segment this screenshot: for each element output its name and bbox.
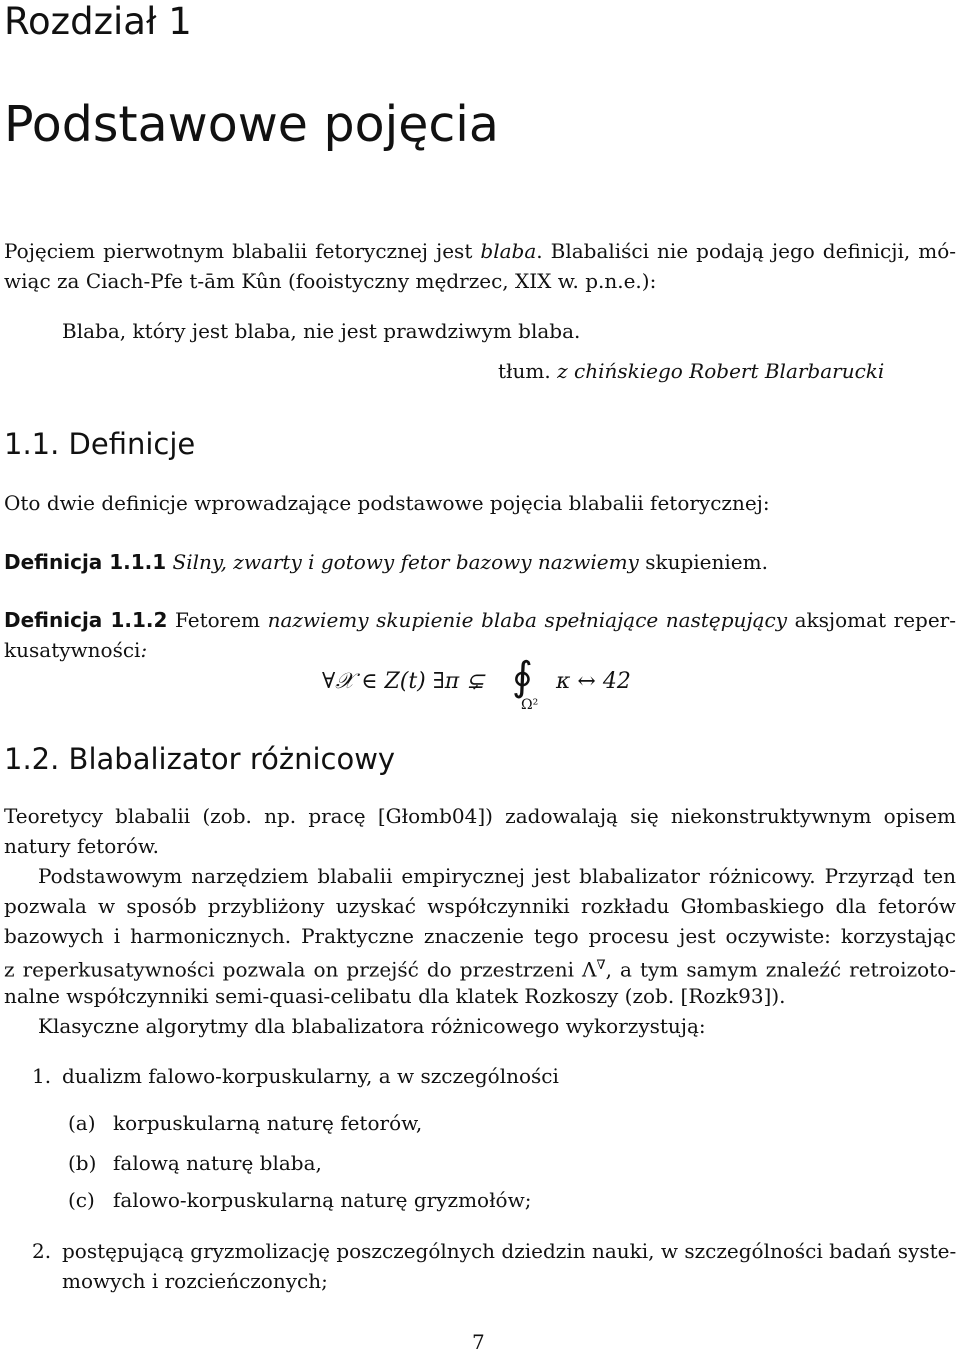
chapter-title: Podstawowe pojęcia: [4, 96, 499, 153]
para2-line-5: nalne współczynniki semi-quasi-celibatu dla klatek Rozkoszy (zob. [Rozk93]).: [4, 984, 786, 1008]
para2-line-4: z reperkusatywności pozwala on przejść do przestrzeni Λ∇, a tym samym znaleźć retroizoto-: [4, 957, 956, 982]
list-sub-c-marker: (c): [68, 1188, 95, 1212]
para1-line-1: Teoretycy blabalii (zob. np. pracę [Głomb04]) zadowalają się niekonstruktywnym opisem: [4, 804, 956, 828]
definition-2-label: Definicja 1.1.2: [4, 608, 168, 632]
list-item-2-line-2: mowych i rozcieńczonych;: [62, 1269, 328, 1293]
list-item-2-line-1: postępującą gryzmolizację poszczególnych dziedzin nauki, w szczególności badań syste-: [62, 1239, 957, 1263]
list-item-2-marker: 2.: [32, 1239, 52, 1263]
intro-line-2: wiąc za Ciach-Pfe t-ām Kûn (fooistyczny mędrzec, XIX w. p.n.e.):: [4, 269, 657, 293]
list-sub-a-marker: (a): [68, 1111, 96, 1135]
section-heading-definitions: 1.1. Definicje: [4, 427, 196, 461]
intro-line-1: Pojęciem pierwotnym blabalii fetorycznej jest blaba. Blabaliści nie podają jego definicji, mó-: [4, 239, 957, 263]
definition-2-line-2: kusatywności:: [4, 638, 148, 662]
para1-line-2: natury fetorów.: [4, 834, 159, 858]
list-item-1-text: dualizm falowo-korpuskularny, a w szczególności: [62, 1064, 559, 1088]
section-heading-blabalizator: 1.2. Blabalizator różnicowy: [4, 742, 396, 776]
page-number: 7: [472, 1330, 485, 1354]
list-item-1-marker: 1.: [32, 1064, 52, 1088]
list-sub-b-text: falową naturę blaba,: [113, 1151, 322, 1175]
list-sub-a-text: korpuskularną naturę fetorów,: [113, 1111, 423, 1135]
quote-text: Blaba, który jest blaba, nie jest prawdziwym blaba.: [62, 319, 581, 343]
integral-subscript: Ω²: [521, 697, 539, 713]
list-sub-c-text: falowo-korpuskularną naturę gryzmołów;: [113, 1188, 532, 1212]
quote-attribution: tłum. z chińskiego Robert Blarbarucki: [498, 359, 885, 383]
para2-line-3: bazowych i harmonicznych. Praktyczne znaczenie tego procesu jest oczywiste: korzystając: [4, 924, 956, 948]
contour-integral-symbol: ∮: [512, 654, 533, 700]
list-sub-b-marker: (b): [68, 1151, 97, 1175]
definition-2-line-1: Definicja 1.1.2 Fetorem nazwiemy skupienie blaba spełniające następujący aksjomat reper-: [4, 608, 956, 632]
para2-line-2: pozwala w sposób przybliżony uzyskać współczynniki rozkładu Głombaskiego dla fetorów: [4, 894, 956, 918]
para2-line-1: Podstawowym narzędziem blabalii empirycznej jest blabalizator różnicowy. Przyrząd ten: [38, 864, 956, 888]
chapter-label: Rozdział 1: [4, 0, 192, 43]
para3: Klasyczne algorytmy dla blabalizatora różnicowego wykorzystują:: [38, 1014, 706, 1038]
formula-rhs: κ ↔ 42: [556, 669, 631, 694]
section1-intro: Oto dwie definicje wprowadzające podstawowe pojęcia blabalii fetorycznej:: [4, 491, 770, 515]
definition-1-label: Definicja 1.1.1: [4, 550, 167, 574]
formula-lhs: ∀𝒳 ∈ Z(t) ∃π ⊊: [322, 669, 485, 694]
definition-1: Definicja 1.1.1 Silny, zwarty i gotowy fetor bazowy nazwiemy skupieniem.: [4, 550, 768, 574]
